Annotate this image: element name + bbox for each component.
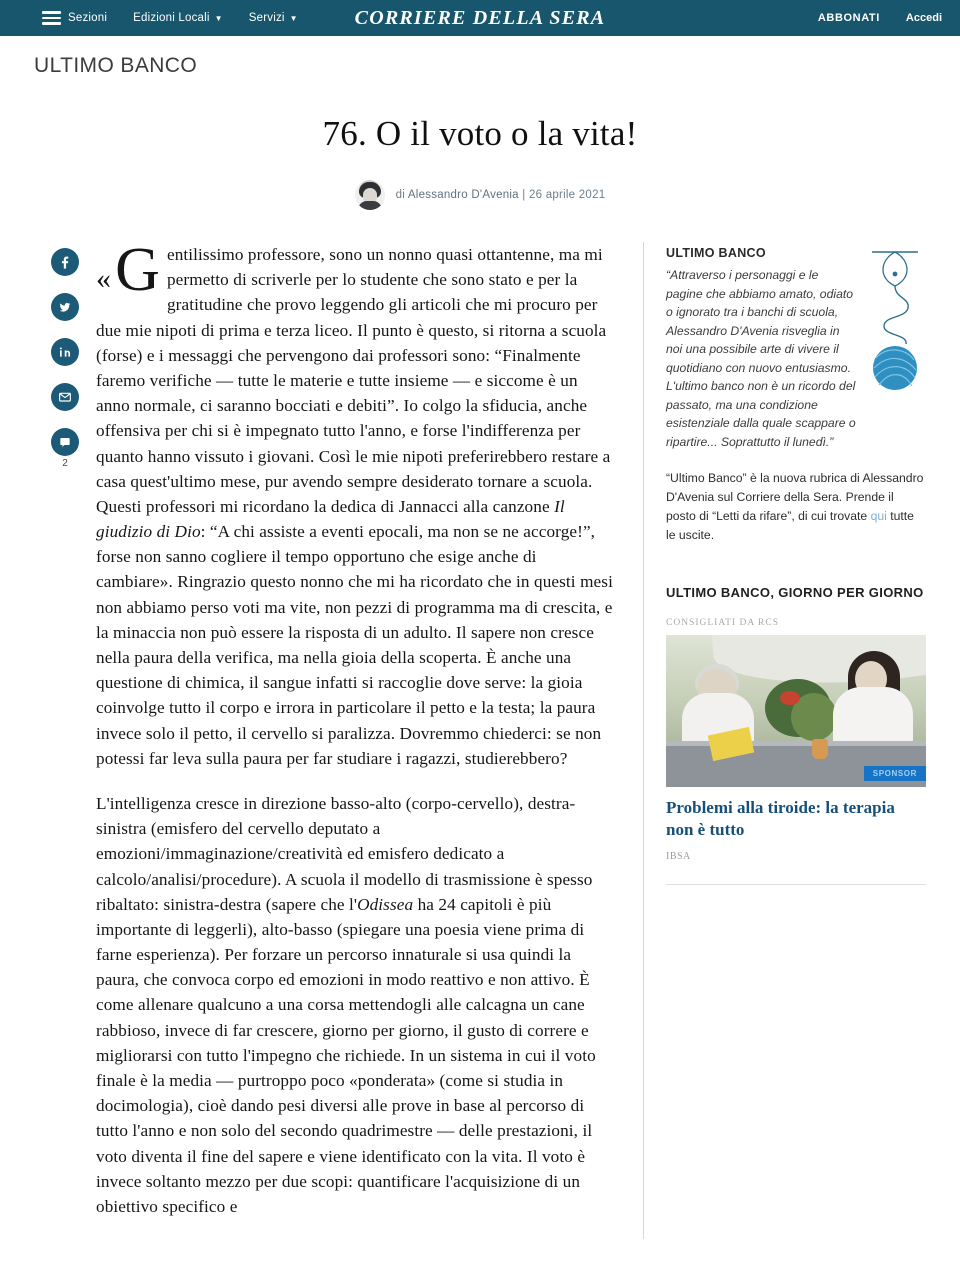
article-paragraph-1-text-b: : “A chi assiste a eventi epocali, ma non se ne accorge!”, forse non sanno cogliere il tempo opportuno che esige anche di cambiare». Ringrazio questo nonno che mi ha ricordato che in questi mesi non abbiamo perso voti ma vite, non pezzi di programma ma di crescita, e la minaccia non può essere la risposta di un adulto. Il sapere non cresce nella paura della verifica, ma nella gioia della scoperta. È anche una questione di chimica, il sangue infatti si raccoglie dove serve: la gioia coinvolge tutto il corpo e irrora in particolare il petto e la testa; la paura invece solo il petto, il cervello si paralizza. Dovremmo chiederci: se non potessi far leva sulla paura per far studiare i ragazzi, studierebbero? <box>96 522 613 768</box>
promo-image[interactable] <box>666 635 926 787</box>
top-navigation-bar <box>0 0 960 36</box>
sections-menu-button[interactable] <box>42 11 107 25</box>
article-paragraph-1-text-a: entilissimo professore, sono un nonno quasi ottantenne, ma mi permetto di scriverle per lo studente che sono stato e per la gratitudine che provo leggendo gli articoli che mi procuro per due mie nipoti di prima e terza liceo. Il punto è questo, si ritorna a scuola (forse) e i messaggi che pervengono dai professori sono: “Finalmente faremo verifiche — tutte le materie e tutte insieme — e siccome è un anno normale, ci saranno bocciati e debiti”. Io colgo la sfiducia, anche offensiva per chi si è impegnato tutto l'anno, e forse l'indifferenza per quanto hanno vissuto i giovani. Così le mie nipoti preferirebbero restare a casa quest'ultimo mese, pur avendo sempre desiderato tornare a scuola. Questi professori mi ricordano la dedica di Jannacci alla canzone <box>96 245 611 516</box>
nav-item-edizioni-locali[interactable] <box>133 12 223 24</box>
drop-cap: G <box>115 236 160 304</box>
social-share-rail <box>34 242 96 469</box>
subscribe-button[interactable]: ABBONATI <box>817 12 880 24</box>
section-kicker[interactable]: ULTIMO BANCO <box>34 54 198 77</box>
sidebar-description <box>666 469 926 545</box>
comment-count: 2 <box>62 458 68 469</box>
sidebar-archive-link[interactable]: qui <box>870 509 887 524</box>
sponsor-badge: SPONSOR <box>864 766 926 781</box>
nav-item-edizioni-locali-label: Edizioni Locali <box>133 12 210 24</box>
chevron-down-icon: ▼ <box>214 14 223 23</box>
facebook-icon <box>57 254 73 270</box>
nav-left-group <box>42 11 298 25</box>
comments-button[interactable] <box>51 428 79 456</box>
sidebar-description-text-a: “Ultimo Banco” è la nuova rubrica di Alessandro D'Avenia sul Corriere della Sera. Prende il posto di “Letti da rifare”, di cui trovate <box>666 471 924 524</box>
byline-author[interactable]: Alessandro D'Avenia <box>407 189 519 201</box>
sidebar-intro-block <box>666 246 926 451</box>
article-paragraph-2-text-b: ha 24 capitoli è più importante di leggerli), alto-basso (spiegare una poesia viene prima di farne esperienza). Per forzare un percorso innaturale si usa quindi la paura, che convoca corpo ed emozioni in modo reattivo e non attivo. È come allenare qualcuno a una corsa mettendogli alle calcagna un cane rabbioso, invece di far crescere, giorno per giorno, il gusto di correre e migliorarsi con tutto l'impegno che richiede. In un sistema in cui il voto finale è la media — purtroppo poco «ponderata» (come si studia in docimologia), cioè dando pesi diversi alle prove in base al percorso di tutto l'anno e non solo del secondo quadrimestre — delle prestazioni, il voto diventa il fine del sapere e viene identificato con la vita. Il voto è invece soltanto mezzo per due scopi: quantificare l'acquisizione di un obiettivo specifico e <box>96 894 596 1216</box>
article-citation-title-2: Odissea <box>357 894 414 914</box>
share-linkedin-button[interactable] <box>51 338 79 366</box>
comment-icon <box>57 434 73 450</box>
author-avatar <box>355 180 385 210</box>
byline-separator: | <box>522 189 526 201</box>
byline-date: 26 aprile 2021 <box>528 189 606 201</box>
sidebar-description-text-b: tutte le uscite. <box>666 509 914 543</box>
sidebar <box>644 242 926 885</box>
page-body <box>0 236 960 1239</box>
sponsored-label: CONSIGLIATI DA RCS <box>666 618 780 629</box>
article-paragraph-1 <box>96 236 615 771</box>
nav-item-servizi-label: Servizi <box>248 12 285 24</box>
nav-item-servizi[interactable] <box>249 12 298 24</box>
linkedin-icon <box>57 344 73 360</box>
share-twitter-button[interactable] <box>51 293 79 321</box>
hamburger-icon[interactable] <box>42 11 61 25</box>
article-paragraph-2 <box>96 791 615 1219</box>
chevron-down-icon: ▼ <box>289 14 298 23</box>
sidebar-divider <box>666 884 926 885</box>
byline <box>0 180 960 210</box>
byline-text <box>396 189 606 201</box>
yarn-ball-lamp-icon <box>864 246 926 401</box>
opening-guillemet: « <box>96 262 112 295</box>
share-email-button[interactable] <box>51 383 79 411</box>
promo-headline[interactable]: Problemi alla tiroide: la terapia non è tutto <box>666 798 895 840</box>
promo-source: IBSA <box>666 851 691 863</box>
page-title: 76. O il voto o la vita! <box>322 114 638 153</box>
email-icon <box>57 389 73 405</box>
masthead-logo-text[interactable]: CORRIERE DELLA SERA <box>354 6 606 29</box>
twitter-icon <box>57 299 73 315</box>
promo-image-glass <box>812 739 828 759</box>
share-comment-group <box>51 428 79 469</box>
article-citation-title-1: Il giudizio di Dio <box>96 496 565 542</box>
login-button[interactable]: Accedi <box>905 12 942 24</box>
nav-right-group <box>818 12 942 24</box>
sidebar-section-title: ULTIMO BANCO, GIORNO PER GIORNO <box>666 585 924 601</box>
sections-menu-label[interactable]: Sezioni <box>68 12 108 24</box>
avatar-body-shape <box>358 201 382 210</box>
byline-prefix: di <box>395 189 406 201</box>
article-body <box>96 236 644 1239</box>
share-facebook-button[interactable] <box>51 248 79 276</box>
sidebar-quote: “Attraverso i personaggi e le pagine che abbiamo amato, odiato o ignorato tra i banchi di scuola, Alessandro D'Avenia risveglia in noi una possibile arte di vivere il quotidiano con nuovo entusiasmo. L'ultimo banco non è un ricordo del passato, ma una condizione esistenziale dalla quale scappare o ripartire... Soprattutto il lunedì.” <box>666 268 856 449</box>
sidebar-box-title: ULTIMO BANCO <box>666 246 766 260</box>
article-paragraph-2-text-a: L'intelligenza cresce in direzione basso-alto (corpo-cervello), destra-sinistra (emisfero del cervello deputato a emozioni/immaginazione/creatività ed emisfero dedicato a calcolo/analisi/procedure). A scuola il modello di trasmissione è spesso ribaltato: sinistra-destra (sapere che l' <box>96 793 593 914</box>
